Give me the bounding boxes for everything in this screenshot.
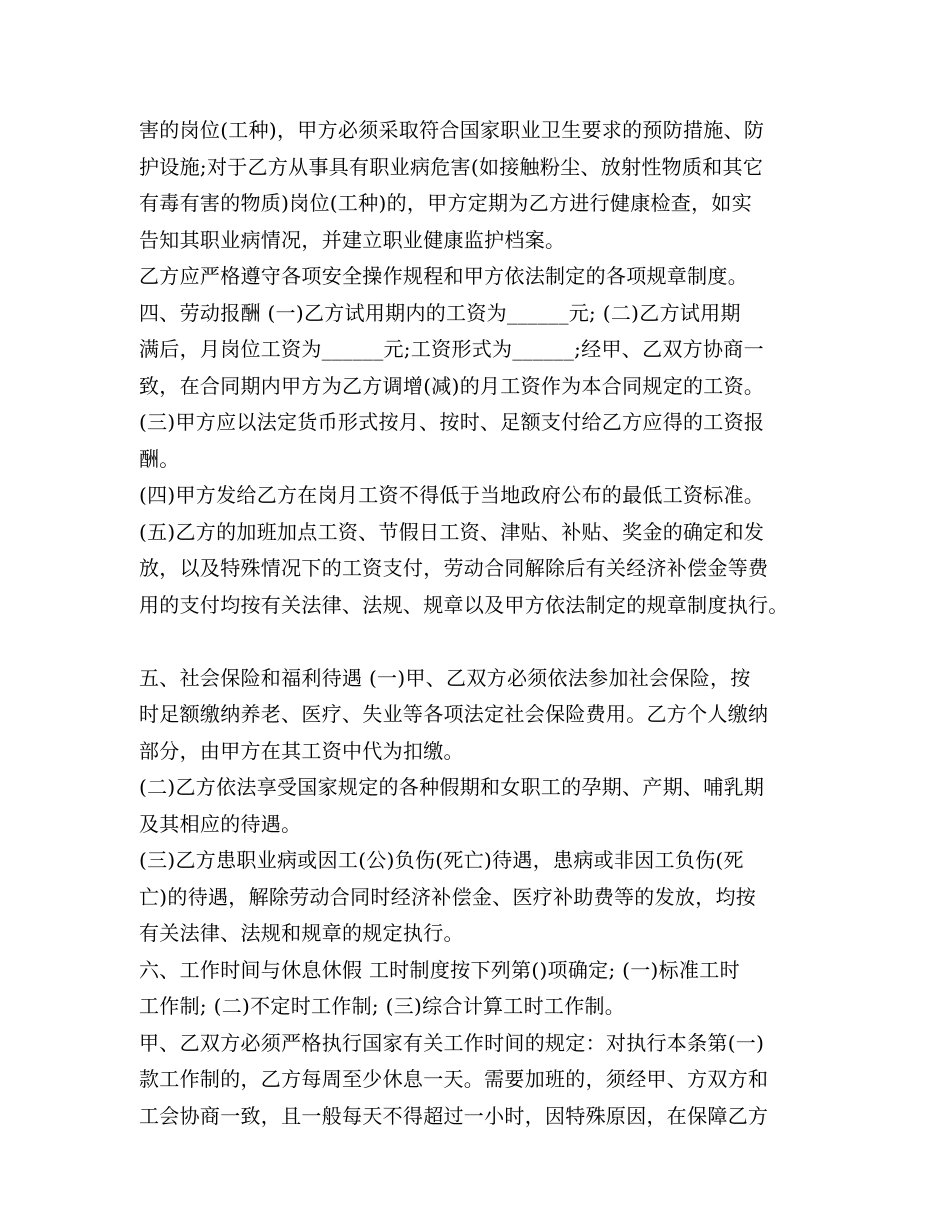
text-line: 告知其职业病情况，并建立职业健康监护档案。 (139, 227, 566, 252)
text-line: 满后，月岗位工资为______元;工资形式为______;经甲、乙双方协商一 (139, 337, 764, 361)
text-line: (三)乙方患职业病或因工(公)负伤(死亡)待遇，患病或非因工负伤(死 (139, 848, 744, 872)
text-line: 乙方应严格遵守各项安全操作规程和甲方依法制定的各项规章制度。 (139, 264, 748, 288)
text-line: 款工作制的，乙方每周至少休息一天。需要加班的，须经甲、方双方和 (139, 1067, 769, 1091)
section-heading-remuneration: 四、劳动报酬 (一)乙方试用期内的工资为______元; (二)乙方试用期 (139, 300, 741, 325)
text-line: 护设施;对于乙方从事具有职业病危害(如接触粉尘、放射性物质和其它 (139, 154, 764, 179)
text-line: 时足额缴纳养老、医疗、失业等各项法定社会保险费用。乙方个人缴纳 (139, 702, 769, 726)
text-line: 放，以及特殊情况下的工资支付，劳动合同解除后有关经济补偿金等费 (139, 556, 769, 580)
text-line: 工会协商一致，且一般每天不得超过一小时，因特殊原因，在保障乙方 (139, 1103, 769, 1128)
text-line: 害的岗位(工种)，甲方必须采取符合国家职业卫生要求的预防措施、防 (139, 118, 765, 142)
text-line: (五)乙方的加班加点工资、节假日工资、津贴、补贴、奖金的确定和发 (139, 519, 765, 544)
section-heading-social-insurance: 五、社会保险和福利待遇 (一)甲、乙双方必须依法参加社会保险，按 (139, 665, 751, 690)
text-line: 致，在合同期内甲方为乙方调增(减)的月工资作为本合同规定的工资。 (139, 373, 765, 398)
text-line: 及其相应的待遇。 (139, 811, 302, 836)
text-line: 工作制; (二)不定时工作制; (三)综合计算工时工作制。 (139, 994, 626, 1018)
text-line: (四)甲方发给乙方在岗月工资不得低于当地政府公布的最低工资标准。 (139, 483, 765, 507)
contract-body-text (139, 112, 839, 1134)
blank-line (139, 623, 839, 660)
text-line: 亡)的待遇，解除劳动合同时经济补偿金、医疗补助费等的发放，均按 (139, 884, 757, 909)
text-line: 酬。 (139, 446, 180, 471)
text-line: 有关法律、法规和规章的规定执行。 (139, 921, 464, 945)
text-line: 有毒有害的物质)岗位(工种)的，甲方定期为乙方进行健康检查，如实 (139, 191, 753, 215)
text-line: 用的支付均按有关法律、法规、规章以及甲方依法制定的规章制度执行。 (139, 592, 789, 617)
text-line: 甲、乙双方必须严格执行国家有关工作时间的规定：对执行本条第(一) (139, 1030, 765, 1055)
section-heading-working-hours: 六、工作时间与休息休假 工时制度按下列第()项确定; (一)标准工时 (139, 957, 740, 982)
text-line: 部分，由甲方在其工资中代为扣缴。 (139, 738, 464, 763)
text-line: (二)乙方依法享受国家规定的各种假期和女职工的孕期、产期、哺乳期 (139, 775, 765, 799)
text-line: (三)甲方应以法定货币形式按月、按时、足额支付给乙方应得的工资报 (139, 410, 765, 434)
